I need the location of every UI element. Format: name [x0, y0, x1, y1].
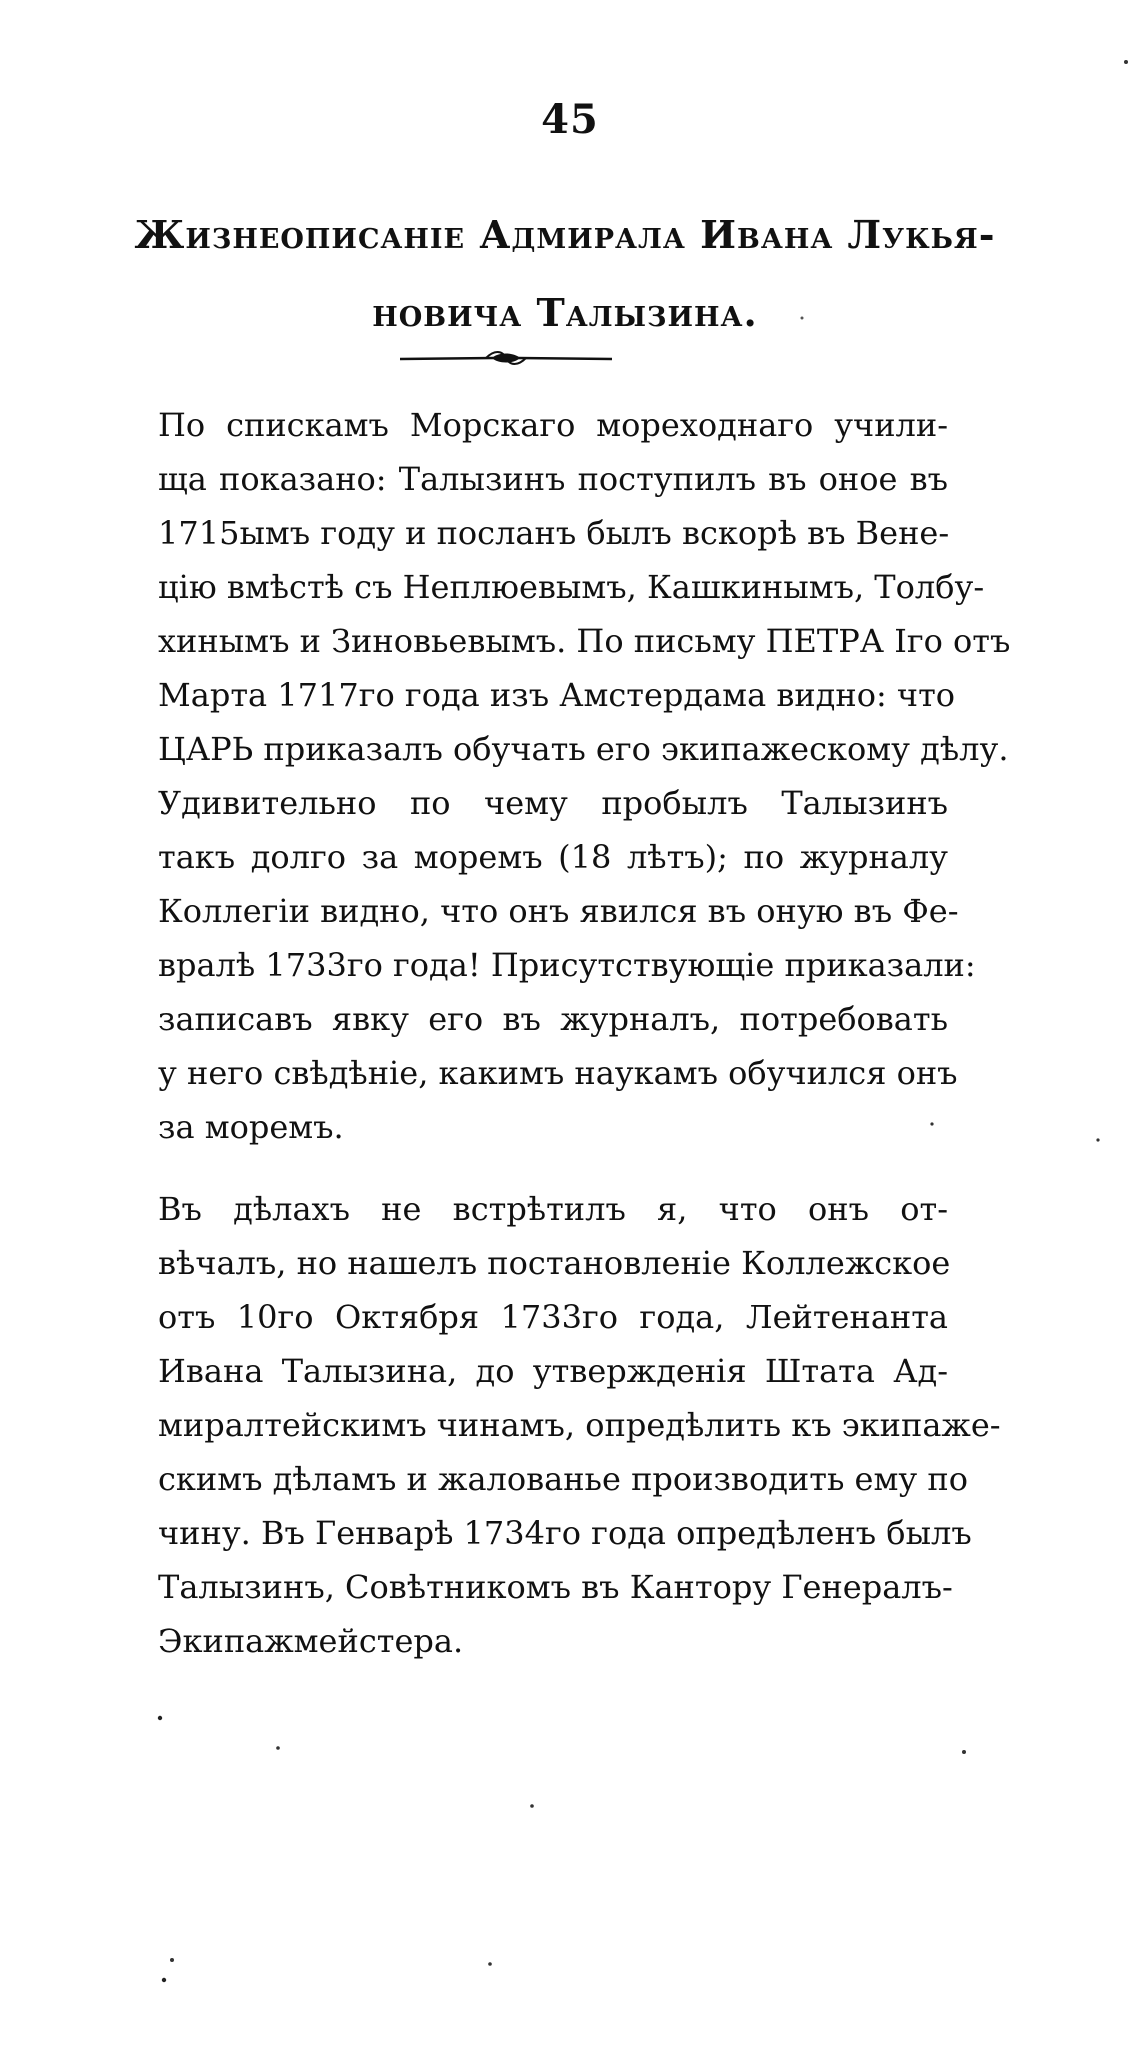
- text-line: цію вмѣстѣ съ Неплюевымъ, Кашкинымъ, Толбу-: [158, 568, 985, 606]
- text-line: ЦАРЬ приказалъ обучать его экипажескому дѣлу.: [158, 730, 1009, 768]
- text-line: По спискамъ Морскаго мореходнаго учили-: [158, 406, 948, 444]
- paragraph-3: [68, 1182, 1001, 1668]
- text-line: скимъ дѣламъ и жалованье производить ему по: [158, 1460, 968, 1498]
- text-line: хинымъ и Зиновьевымъ. По письму ПЕТРА Iго отъ: [158, 622, 1011, 660]
- text-line: Удивительно по чему пробылъ Талызинъ: [158, 784, 948, 822]
- text-line: чину. Въ Генварѣ 1734го года опредѣленъ былъ: [158, 1514, 972, 1552]
- body-text: [68, 398, 1011, 1668]
- text-line: ща показано: Талызинъ поступилъ въ оное въ: [158, 460, 948, 498]
- chapter-title: [60, 196, 1070, 352]
- text-line: Талызинъ, Совѣтникомъ въ Кантору Генералъ-: [158, 1568, 953, 1606]
- page-number: 45: [541, 96, 599, 143]
- text-line: вралѣ 1733го года! Присутствующіе приказали:: [158, 946, 976, 984]
- paragraph-1: [68, 398, 1011, 776]
- text-line: Марта 1717го года изъ Амстердама видно: что: [158, 676, 956, 714]
- text-line: записавъ явку его въ журналъ, потребовать: [158, 1000, 948, 1038]
- text-line: Экипажмейстера.: [158, 1622, 464, 1660]
- text-line: за моремъ.: [158, 1108, 344, 1146]
- text-line: такъ долго за моремъ (18 лѣтъ); по журналу: [158, 838, 948, 876]
- text-line: миралтейскимъ чинамъ, опредѣлить къ экипаже-: [158, 1406, 1001, 1444]
- paragraph-2: [68, 776, 976, 1154]
- text-line: 1715ымъ году и посланъ былъ вскорѣ въ Вене-: [158, 514, 950, 552]
- chapter-title-line-2: новича Талызина.: [372, 290, 758, 335]
- text-line: Коллегіи видно, что онъ явился въ оную въ Фе-: [158, 892, 959, 930]
- ornament-divider-icon: [398, 346, 614, 370]
- text-line: Въ дѣлахъ не встрѣтилъ я, что онъ от-: [158, 1190, 948, 1228]
- text-line: Ивана Талызина, до утвержденія Штата Ад-: [158, 1352, 948, 1390]
- text-line: отъ 10го Октября 1733го года, Лейтенанта: [158, 1298, 948, 1336]
- chapter-title-line-1: Жизнеописаніе Адмирала Ивана Лукья-: [134, 212, 996, 257]
- text-line: вѣчалъ, но нашелъ постановленіе Коллежское: [158, 1244, 951, 1282]
- text-line: у него свѣдѣніе, какимъ наукамъ обучился онъ: [158, 1054, 958, 1092]
